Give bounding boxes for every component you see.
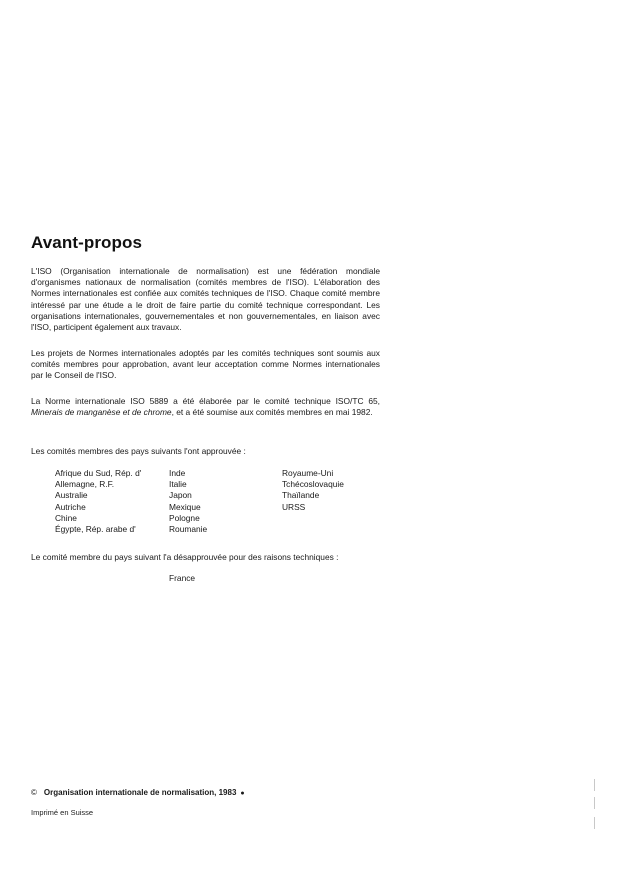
country-item: Thaïlande [282, 490, 320, 501]
country-item: Tchécoslovaquie [282, 479, 344, 490]
country-item: Roumanie [169, 524, 208, 535]
standard-paragraph [31, 396, 380, 418]
country-item: Allemagne, R.F. [55, 479, 115, 490]
country-item: Inde [169, 468, 186, 478]
copyright-line [31, 788, 245, 797]
committee-title: Minerais de manganèse et de chrome [31, 407, 172, 418]
country-item: Mexique [169, 501, 201, 512]
approval-paragraph: Les projets de Normes internationales adoptés par les comités techniques sont soumis aux comités membres pour approbation, avant leur acceptation comme Normes internationales par le Conseil de l'ISO. [31, 348, 380, 381]
approving-countries-column-2 [169, 468, 207, 535]
country-item: Australie [55, 490, 88, 501]
printed-in: Imprimé en Suisse [31, 808, 94, 817]
approving-countries-column-3 [282, 468, 344, 513]
country-item: Chine [55, 512, 77, 523]
country-item: Japon [169, 490, 192, 501]
scan-edge-mark [594, 779, 595, 791]
copyright-text: Organisation internationale de normalisation, 1983 [43, 788, 237, 797]
country-item: Autriche [55, 501, 86, 512]
scan-edge-mark [594, 797, 595, 809]
copyright-symbol: © [31, 788, 37, 797]
country-item: Royaume-Uni [282, 468, 334, 478]
country-item: Afrique du Sud, Rép. d' [55, 468, 142, 478]
country-item: Italie [169, 479, 187, 490]
bullet-mark: ● [240, 790, 245, 797]
country-item: URSS [282, 501, 306, 512]
approving-countries-column-1 [55, 468, 141, 535]
approvers-intro: Les comités membres des pays suivants l'ont approuvée : [31, 446, 246, 456]
page-title: Avant-propos [31, 233, 143, 252]
country-item: Pologne [169, 512, 200, 523]
country-item: Égypte, Rép. arabe d' [55, 524, 136, 535]
disapproving-country: France [169, 573, 196, 583]
standard-text-before: La Norme internationale ISO 5889 a été élaborée par le comité technique ISO/TC 65, [31, 396, 380, 406]
scan-edge-mark [594, 817, 595, 829]
standard-text-after: , et a été soumise aux comités membres en mai 1982. [171, 407, 373, 418]
disapproval-intro: Le comité membre du pays suivant l'a désapprouvée pour des raisons techniques : [31, 552, 339, 562]
intro-paragraph: L'ISO (Organisation internationale de normalisation) est une fédération mondiale d'organismes nationaux de normalisation (comités membres de l'ISO). L'élaboration des Normes internationales est confiée aux comités techniques de l'ISO. Chaque comité membre intéressé par une étude a le droit de faire partie du comité technique correspondant. Les organisations internationales, gouvernementales et non gouvernementales, en liaison avec l'ISO, participent également aux travaux. [31, 266, 380, 333]
